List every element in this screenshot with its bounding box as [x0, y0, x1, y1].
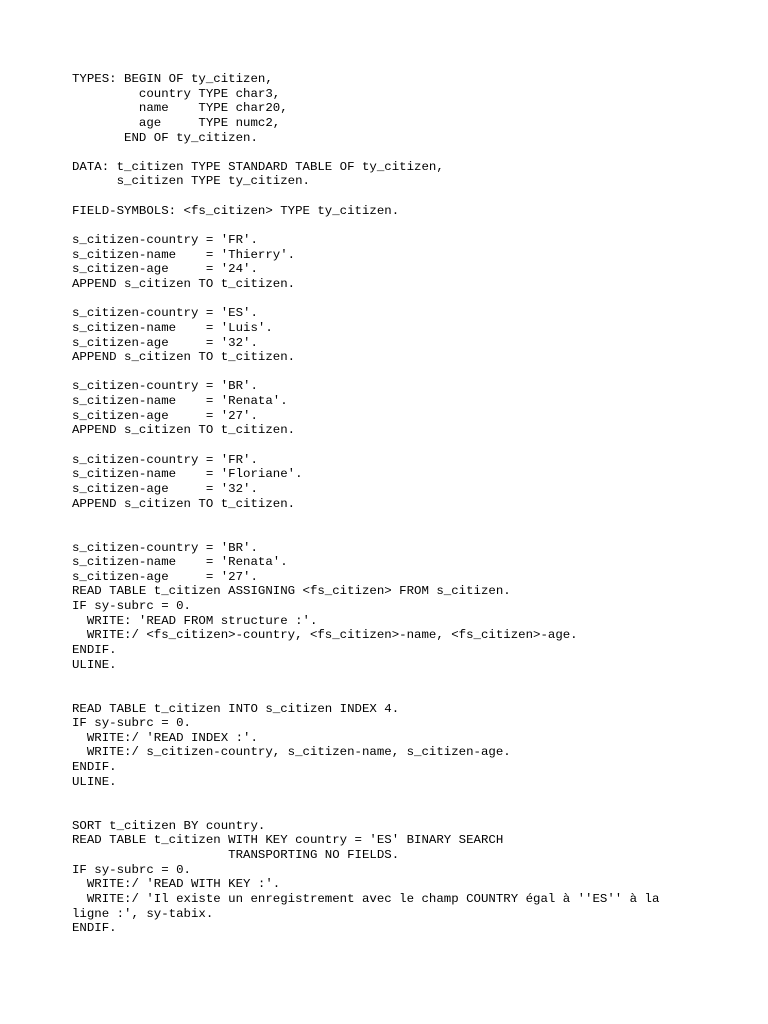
code-line: s_citizen-name = 'Thierry'. [72, 247, 296, 262]
code-line: APPEND s_citizen TO t_citizen. [72, 423, 296, 438]
code-line: age TYPE numc2, [72, 115, 281, 130]
code-line: ENDIF. [72, 642, 117, 657]
code-line: WRITE:/ s_citizen-country, s_citizen-name, s_citizen-age. [72, 745, 511, 760]
code-line: WRITE:/ 'READ INDEX :'. [72, 730, 258, 745]
code-line [72, 145, 732, 160]
code-line: READ TABLE t_citizen ASSIGNING <fs_citizen> FROM s_citizen. [72, 584, 511, 599]
code-line: s_citizen-age = '27'. [72, 569, 258, 584]
code-line: s_citizen-age = '32'. [72, 335, 258, 350]
code-line [72, 438, 732, 453]
code-line: FIELD-SYMBOLS: <fs_citizen> TYPE ty_citizen. [72, 203, 400, 218]
code-line: APPEND s_citizen TO t_citizen. [72, 350, 296, 365]
code-line: s_citizen-age = '24'. [72, 262, 258, 277]
code-line: s_citizen-country = 'FR'. [72, 233, 258, 248]
code-line: s_citizen-name = 'Luis'. [72, 320, 273, 335]
code-line: name TYPE char20, [72, 101, 288, 116]
code-line [72, 189, 732, 204]
code-line: TYPES: BEGIN OF ty_citizen, [72, 72, 273, 86]
code-line: s_citizen-country = 'ES'. [72, 306, 258, 321]
code-line: s_citizen-country = 'BR'. [72, 379, 258, 394]
code-line: s_citizen-name = 'Renata'. [72, 394, 288, 409]
code-line: READ TABLE t_citizen INTO s_citizen INDEX 4. [72, 701, 400, 716]
code-line [72, 526, 732, 541]
code-line: IF sy-subrc = 0. [72, 862, 191, 877]
code-line: END OF ty_citizen. [72, 130, 258, 145]
code-line: DATA: t_citizen TYPE STANDARD TABLE OF ty_citizen, [72, 159, 444, 174]
code-line [72, 218, 732, 233]
code-line: IF sy-subrc = 0. [72, 716, 191, 731]
code-line: ENDIF. [72, 760, 117, 775]
code-line: APPEND s_citizen TO t_citizen. [72, 276, 296, 291]
code-line [72, 804, 732, 819]
code-line: s_citizen-country = 'FR'. [72, 452, 258, 467]
code-line: country TYPE char3, [72, 86, 281, 101]
code-line: WRITE:/ <fs_citizen>-country, <fs_citizen>-name, <fs_citizen>-age. [72, 628, 578, 643]
code-line: APPEND s_citizen TO t_citizen. [72, 496, 296, 511]
code-line: ligne :', sy-tabix. [72, 906, 214, 921]
code-line [72, 292, 732, 307]
code-line: s_citizen-age = '32'. [72, 481, 258, 496]
code-line: SORT t_citizen BY country. [72, 818, 266, 833]
code-line: ENDIF. [72, 921, 117, 936]
code-line [72, 687, 732, 702]
code-line: ULINE. [72, 657, 117, 672]
abap-code-listing [72, 72, 732, 936]
code-line [72, 672, 732, 687]
code-line: ULINE. [72, 774, 117, 789]
code-line: TRANSPORTING NO FIELDS. [72, 847, 400, 862]
code-line: WRITE:/ 'Il existe un enregistrement avec le champ COUNTRY égal à ''ES'' à la [72, 891, 660, 906]
code-line: s_citizen TYPE ty_citizen. [72, 174, 310, 189]
code-line: s_citizen-country = 'BR'. [72, 540, 258, 555]
code-line: READ TABLE t_citizen WITH KEY country = 'ES' BINARY SEARCH [72, 833, 504, 848]
code-line: WRITE: 'READ FROM structure :'. [72, 613, 318, 628]
code-line: s_citizen-name = 'Floriane'. [72, 467, 303, 482]
code-line: IF sy-subrc = 0. [72, 599, 191, 614]
code-line: WRITE:/ 'READ WITH KEY :'. [72, 877, 281, 892]
code-line [72, 789, 732, 804]
code-line: s_citizen-name = 'Renata'. [72, 555, 288, 570]
code-line [72, 365, 732, 380]
code-line: s_citizen-age = '27'. [72, 408, 258, 423]
code-line [72, 511, 732, 526]
